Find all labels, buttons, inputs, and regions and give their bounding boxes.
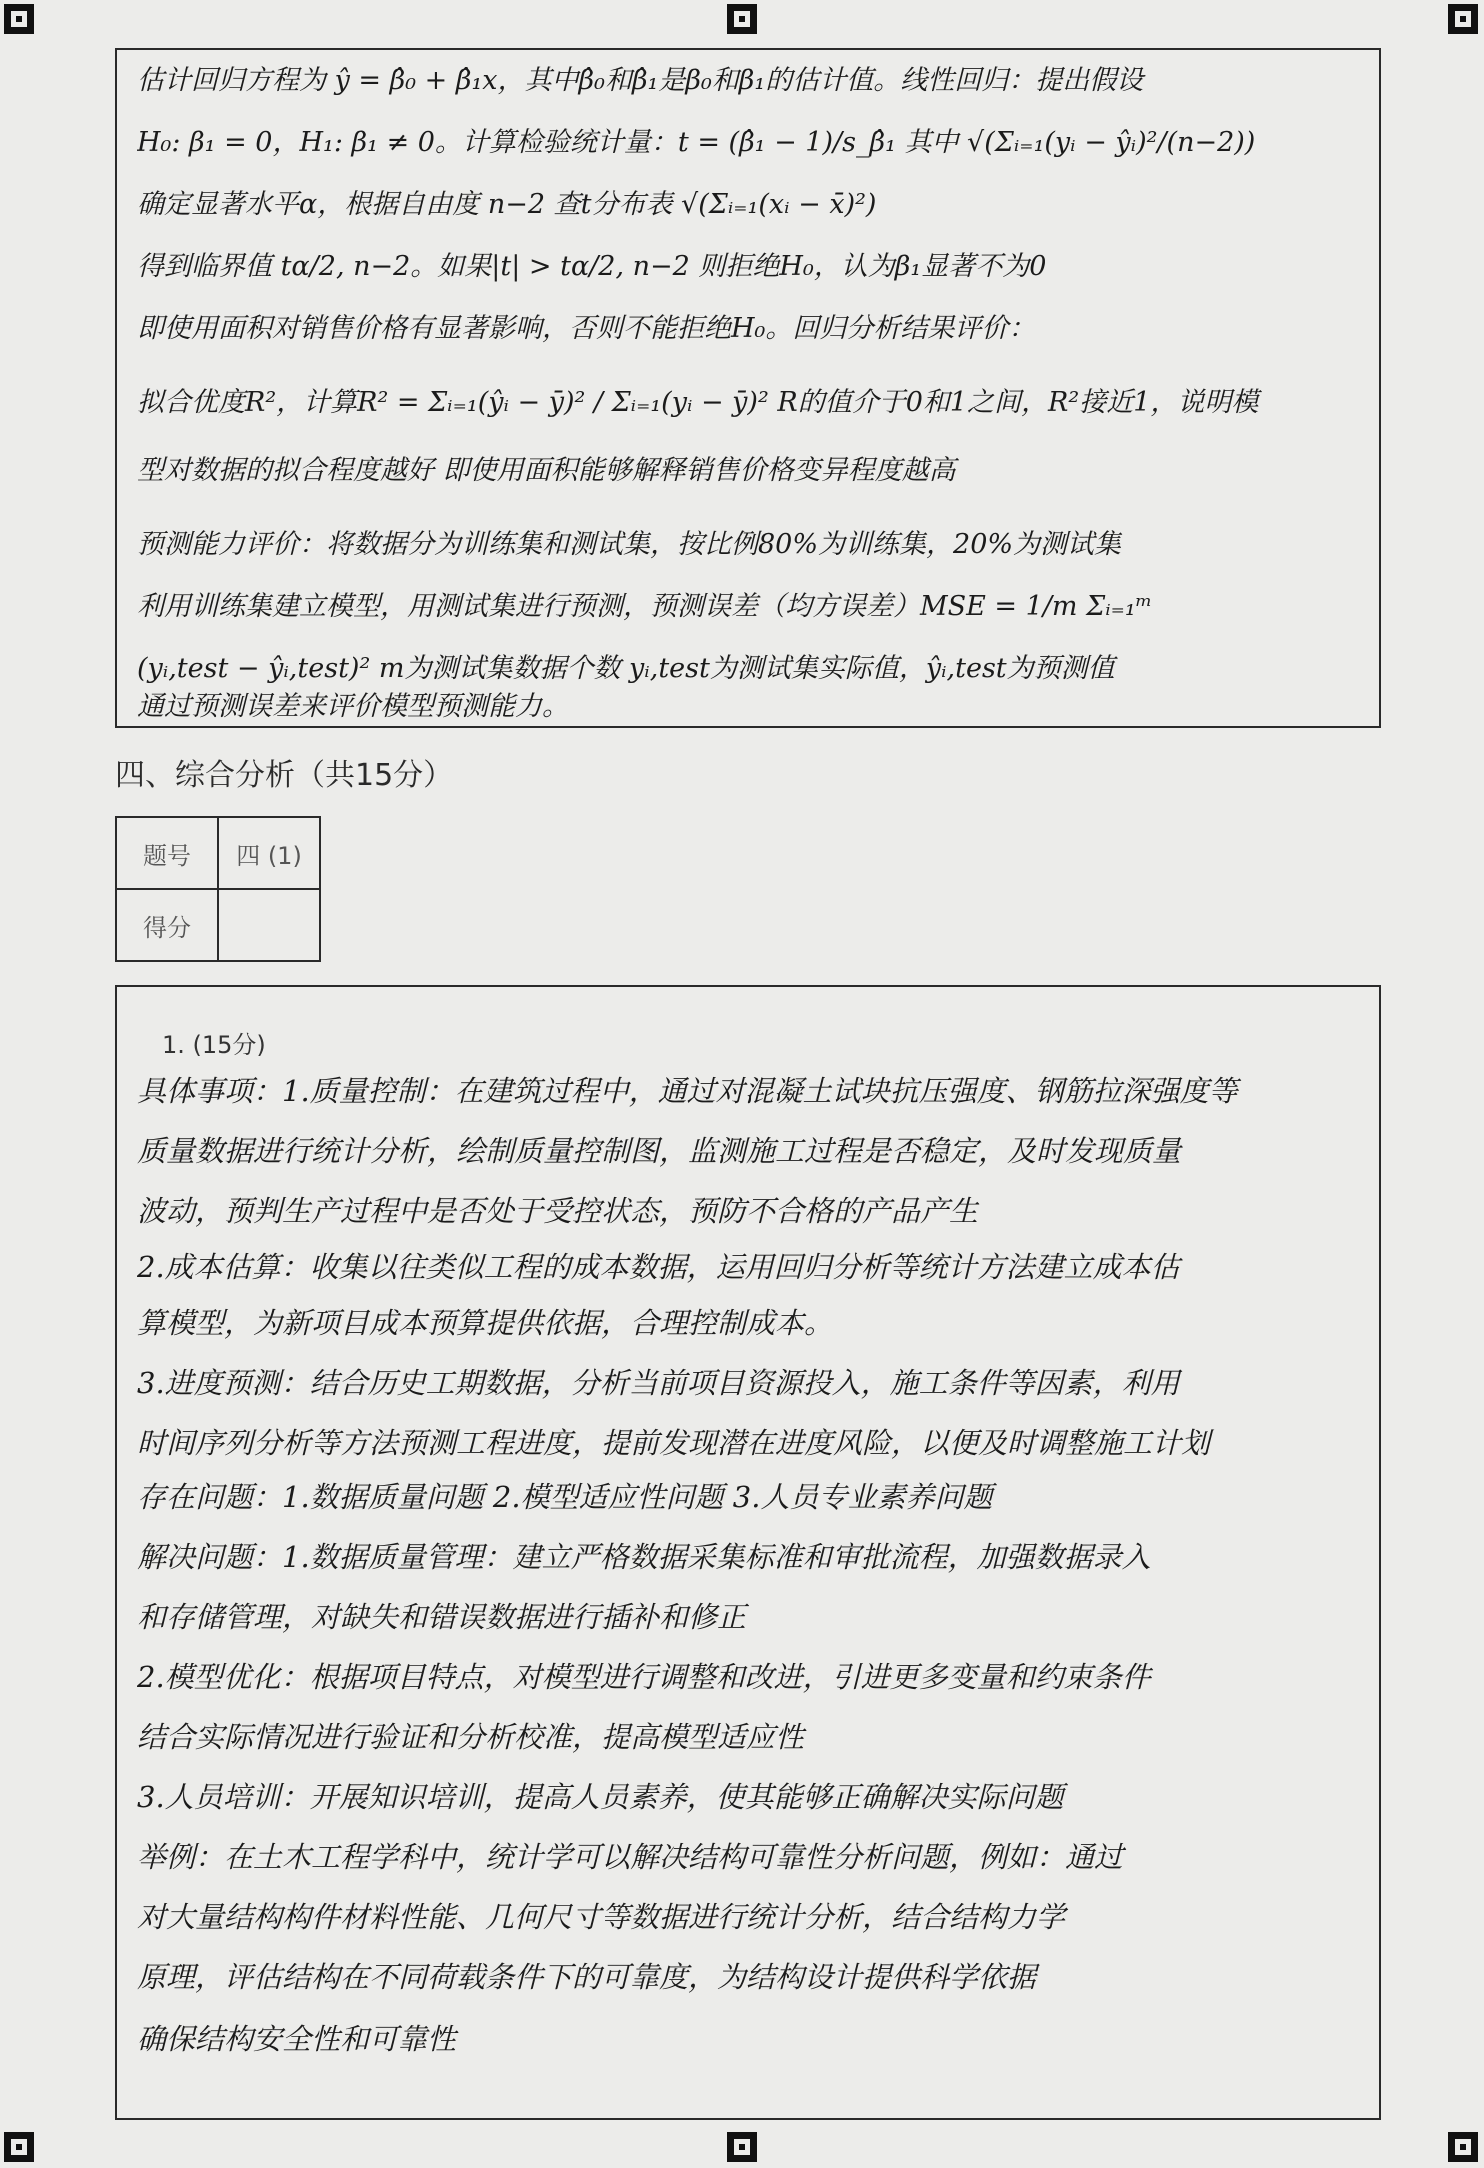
handwritten-line: 估计回归方程为 ŷ = β̂₀ + β̂₁x，其中β̂₀和β̂₁是β₀和β₁的估计值。线性回归：提出假设 <box>137 65 1144 96</box>
handwritten-line: (yᵢ,test − ŷᵢ,test)² m为测试集数据个数 yᵢ,test为测试集实际值，ŷᵢ,test为预测值 <box>137 653 1115 684</box>
handwritten-line: 预测能力评价：将数据分为训练集和测试集，按比例80%为训练集，20%为测试集 <box>137 529 1122 560</box>
handwritten-line: 即使用面积对销售价格有显著影响，否则不能拒绝H₀。回归分析结果评价： <box>137 313 1036 344</box>
handwritten-line: 确定显著水平α，根据自由度 n−2 查t分布表 √(Σᵢ₌₁(xᵢ − x̄)²) <box>137 189 877 220</box>
section-title: 四、综合分析（共15分） <box>115 758 454 793</box>
handwritten-line: 3.进度预测：结合历史工期数据，分析当前项目资源投入，施工条件等因素，利用 <box>137 1366 1180 1400</box>
question-label: 1. (15分) <box>162 1031 266 1059</box>
score-table <box>115 816 321 962</box>
handwritten-line: 2.模型优化：根据项目特点，对模型进行调整和改进，引进更多变量和约束条件 <box>137 1660 1151 1694</box>
score-value <box>218 889 320 961</box>
handwritten-line: 2.成本估算：收集以往类似工程的成本数据，运用回归分析等统计方法建立成本估 <box>137 1250 1180 1284</box>
answer-box-comprehensive <box>115 985 1381 2120</box>
handwritten-line: 具体事项：1.质量控制：在建筑过程中，通过对混凝土试块抗压强度、钢筋拉深强度等 <box>137 1074 1238 1108</box>
corner-marker-bottom-right <box>1448 2132 1478 2162</box>
answer-box-regression <box>115 48 1381 728</box>
corner-marker-bottom-left <box>4 2132 34 2162</box>
handwritten-line: 通过预测误差来评价模型预测能力。 <box>137 691 569 722</box>
handwritten-line: 型对数据的拟合程度越好 即使用面积能够解释销售价格变异程度越高 <box>137 455 956 486</box>
handwritten-line: 确保结构安全性和可靠性 <box>137 2022 457 2056</box>
handwritten-line: H₀: β₁ = 0，H₁: β₁ ≠ 0。计算检验统计量：t = (β̂₁ − 1)/s_β̂₁ 其中 √(Σᵢ₌₁(yᵢ − ŷᵢ)²/(n−2)) <box>137 127 1256 158</box>
handwritten-line: 3.人员培训：开展知识培训，提高人员素养，使其能够正确解决实际问题 <box>137 1780 1064 1814</box>
handwritten-line: 时间序列分析等方法预测工程进度，提前发现潜在进度风险，以便及时调整施工计划 <box>137 1426 1211 1460</box>
handwritten-line: 和存储管理，对缺失和错误数据进行插补和修正 <box>137 1600 747 1634</box>
corner-marker-bottom-center <box>727 2132 757 2162</box>
corner-marker-top-left <box>4 4 34 34</box>
question-number-value: 四 (1) <box>218 817 320 889</box>
handwritten-line: 举例：在土木工程学科中，统计学可以解决结构可靠性分析问题，例如：通过 <box>137 1840 1124 1874</box>
corner-marker-top-center <box>727 4 757 34</box>
handwritten-line: 质量数据进行统计分析，绘制质量控制图，监测施工过程是否稳定，及时发现质量 <box>137 1134 1182 1168</box>
score-label: 得分 <box>116 889 218 961</box>
handwritten-line: 利用训练集建立模型，用测试集进行预测，预测误差（均方误差）MSE = 1/m Σᵢ₌₁ᵐ <box>137 591 1153 622</box>
question-number-label: 题号 <box>116 817 218 889</box>
handwritten-line: 解决问题：1.数据质量管理：建立严格数据采集标准和审批流程，加强数据录入 <box>137 1540 1151 1574</box>
handwritten-line: 拟合优度R²，计算R² = Σᵢ₌₁(ŷᵢ − ȳ)² / Σᵢ₌₁(yᵢ − ȳ)² R的值介于0和1之间，R²接近1，说明模 <box>137 387 1259 418</box>
handwritten-line: 结合实际情况进行验证和分析校准，提高模型适应性 <box>137 1720 805 1754</box>
handwritten-line: 对大量结构构件材料性能、几何尺寸等数据进行统计分析，结合结构力学 <box>137 1900 1066 1934</box>
handwritten-line: 波动，预判生产过程中是否处于受控状态，预防不合格的产品产生 <box>137 1194 979 1228</box>
handwritten-line: 存在问题：1.数据质量问题 2.模型适应性问题 3.人员专业素养问题 <box>137 1480 993 1514</box>
handwritten-line: 得到临界值 tα/2, n−2。如果|t| > tα/2, n−2 则拒绝H₀，认为β₁显著不为0 <box>137 251 1047 282</box>
corner-marker-top-right <box>1448 4 1478 34</box>
handwritten-line: 算模型，为新项目成本预算提供依据，合理控制成本。 <box>137 1306 834 1340</box>
handwritten-line: 原理，评估结构在不同荷载条件下的可靠度，为结构设计提供科学依据 <box>137 1960 1037 1994</box>
